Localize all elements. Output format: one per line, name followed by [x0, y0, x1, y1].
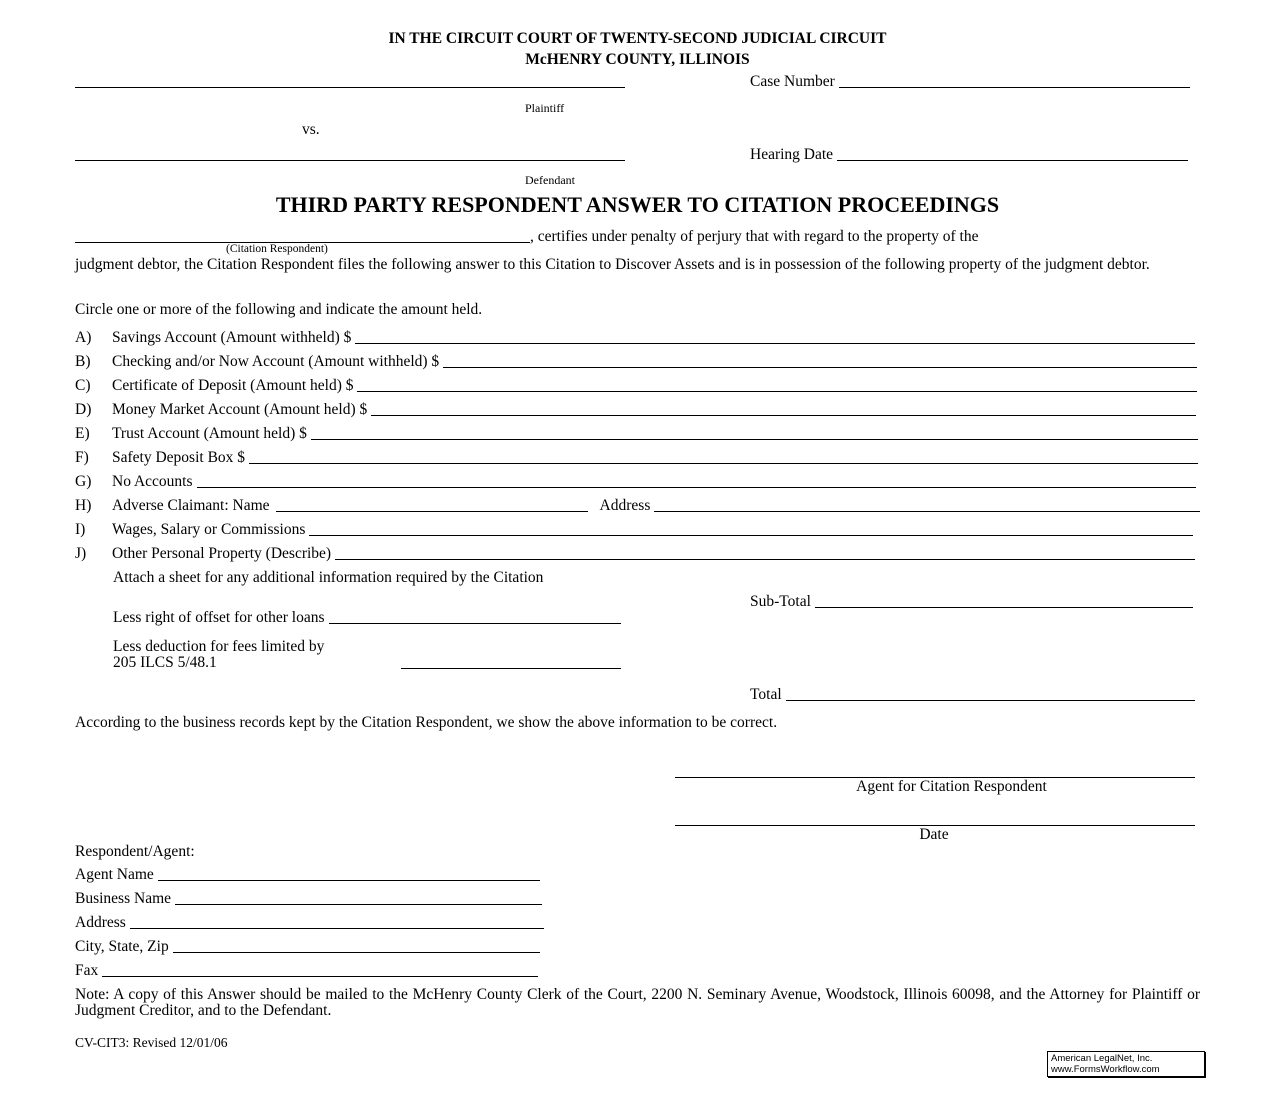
item-letter: D)	[75, 401, 92, 418]
offset-label: Less right of offset for other loans	[113, 609, 325, 626]
item-letter: J)	[75, 545, 87, 562]
mailing-note: Note: A copy of this Answer should be mailed to the McHenry County Clerk of the Court, 2200 N. Seminary Avenue, Woodstock, Illinois 60098, and the Attorney for Plaintiff or Judgment Creditor, and to the Defendant.	[75, 986, 1200, 1019]
item-row-a	[75, 329, 1195, 347]
wages-field[interactable]	[309, 521, 1193, 536]
hearing-date-row	[750, 146, 1188, 164]
item-letter: G)	[75, 473, 92, 490]
date-field[interactable]	[675, 811, 1195, 826]
hearing-date-label: Hearing Date	[750, 146, 834, 163]
city-state-zip-label: City, State, Zip	[75, 938, 169, 955]
item-label-address: Address	[599, 497, 651, 514]
item-label: Checking and/or Now Account (Amount withheld) $	[112, 353, 440, 370]
item-label: No Accounts	[112, 473, 193, 490]
agent-signature-label: Agent for Citation Respondent	[856, 778, 1047, 795]
address-label: Address	[75, 914, 126, 931]
form-id: CV-CIT3: Revised 12/01/06	[75, 1035, 228, 1050]
defendant-label: Defendant	[525, 173, 575, 187]
item-label: Trust Account (Amount held) $	[112, 425, 307, 442]
item-label: Other Personal Property (Describe)	[112, 545, 332, 562]
city-state-zip-field[interactable]	[173, 938, 540, 953]
citation-respondent-field[interactable]	[75, 228, 530, 243]
form-title: THIRD PARTY RESPONDENT ANSWER TO CITATION PROCEEDINGS	[275, 192, 1000, 217]
item-row-c	[75, 377, 1197, 395]
forms-workflow-logo	[1047, 1051, 1205, 1077]
total-row	[750, 686, 1195, 704]
item-row-f	[75, 449, 1198, 467]
item-letter: H)	[75, 497, 92, 514]
other-property-field[interactable]	[335, 545, 1195, 560]
checking-amount-field[interactable]	[443, 353, 1197, 368]
item-letter: C)	[75, 377, 91, 394]
item-row-d	[75, 401, 1196, 419]
item-row-i	[75, 521, 1193, 539]
defendant-field[interactable]	[75, 146, 625, 161]
vs-label: vs.	[302, 121, 320, 138]
item-row-b	[75, 353, 1197, 371]
court-heading: IN THE CIRCUIT COURT OF TWENTY-SECOND JUDICIAL CIRCUIT	[388, 30, 887, 47]
item-row-e	[75, 425, 1198, 443]
date-label: Date	[919, 826, 949, 843]
case-number-label: Case Number	[750, 73, 835, 90]
cd-amount-field[interactable]	[357, 377, 1197, 392]
attach-note: Attach a sheet for any additional information required by the Citation	[113, 569, 544, 586]
trust-amount-field[interactable]	[311, 425, 1198, 440]
item-label: Adverse Claimant: Name	[112, 497, 270, 514]
item-letter: E)	[75, 425, 90, 442]
county-heading: McHENRY COUNTY, ILLINOIS	[525, 51, 750, 68]
fees-field[interactable]	[401, 654, 621, 669]
adverse-claimant-address-field[interactable]	[654, 497, 1200, 512]
item-letter: A)	[75, 329, 92, 346]
fees-label-1: Less deduction for fees limited by	[113, 638, 325, 655]
item-row-h	[75, 497, 1200, 515]
item-letter: F)	[75, 449, 89, 466]
item-label: Money Market Account (Amount held) $	[112, 401, 368, 418]
total-label: Total	[750, 686, 782, 703]
agent-name-label: Agent Name	[75, 866, 154, 883]
intro-body: judgment debtor, the Citation Respondent files the following answer to this Citation to Discover Assets and is in possession of the following property of the judgment debtor.	[75, 256, 1150, 273]
item-label: Savings Account (Amount withheld) $	[112, 329, 352, 346]
plaintiff-label: Plaintiff	[525, 101, 565, 115]
safety-deposit-field[interactable]	[249, 449, 1198, 464]
item-row-g	[75, 473, 1196, 491]
item-label: Certificate of Deposit (Amount held) $	[112, 377, 354, 394]
item-letter: I)	[75, 521, 86, 538]
item-row-j	[75, 545, 1195, 563]
business-name-field[interactable]	[175, 890, 542, 905]
offset-row	[113, 609, 621, 627]
agent-name-field[interactable]	[158, 866, 540, 881]
fax-field[interactable]	[102, 962, 538, 977]
subtotal-label: Sub-Total	[750, 593, 811, 610]
item-label: Safety Deposit Box $	[112, 449, 246, 466]
subtotal-row	[750, 593, 1193, 611]
fax-label: Fax	[75, 962, 99, 979]
business-name-label: Business Name	[75, 890, 172, 907]
total-field[interactable]	[786, 686, 1195, 701]
fees-label-2: 205 ILCS 5/48.1	[113, 654, 217, 671]
according-text: According to the business records kept by the Citation Respondent, we show the above information to be correct.	[75, 714, 778, 731]
no-accounts-field[interactable]	[197, 473, 1196, 488]
logo-line-2: www.FormsWorkflow.com	[1051, 1064, 1160, 1075]
respondent-heading: Respondent/Agent:	[75, 843, 195, 860]
offset-field[interactable]	[329, 609, 622, 624]
item-label: Wages, Salary or Commissions	[112, 521, 306, 538]
citation-respondent-label: (Citation Respondent)	[226, 243, 328, 255]
savings-amount-field[interactable]	[355, 329, 1195, 344]
certifies-text: , certifies under penalty of perjury that with regard to the property of the	[530, 228, 979, 245]
adverse-claimant-name-field[interactable]	[276, 497, 588, 512]
money-market-amount-field[interactable]	[371, 401, 1196, 416]
instruction-text: Circle one or more of the following and indicate the amount held.	[75, 301, 483, 318]
plaintiff-field[interactable]	[75, 73, 625, 88]
case-number-field[interactable]	[839, 73, 1190, 88]
case-number-row	[750, 73, 1190, 91]
item-letter: B)	[75, 353, 91, 370]
agent-signature-field[interactable]	[675, 763, 1195, 778]
subtotal-field[interactable]	[815, 593, 1193, 608]
logo-line-1: American LegalNet, Inc.	[1051, 1053, 1153, 1064]
hearing-date-field[interactable]	[837, 146, 1188, 161]
address-field[interactable]	[130, 914, 544, 929]
